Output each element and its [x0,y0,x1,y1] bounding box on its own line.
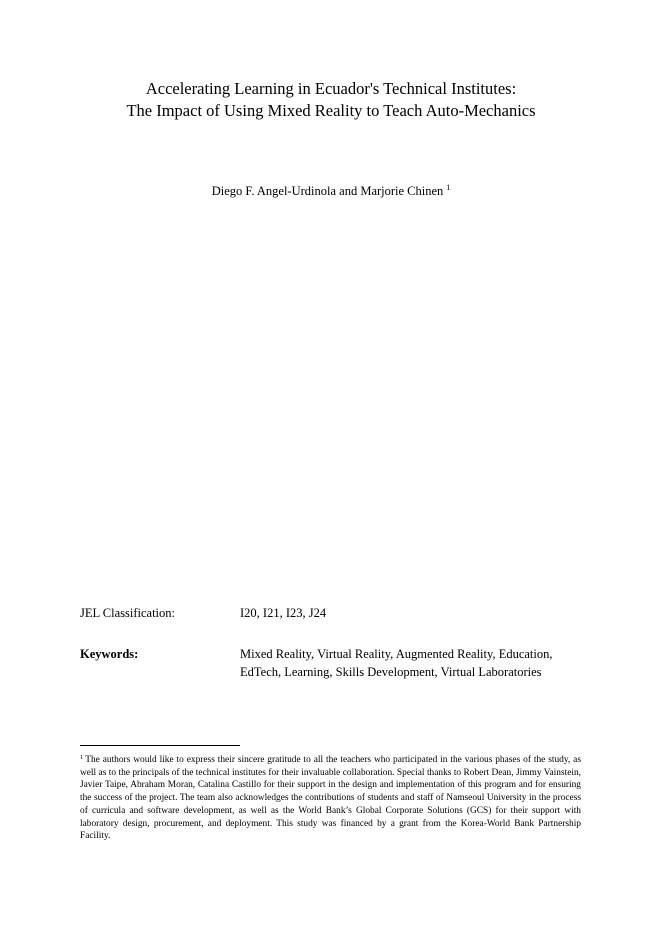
keywords-list [240,645,585,681]
footnote-separator [80,745,240,746]
title-line-2: The Impact of Using Mixed Reality to Teach Auto-Mechanics [126,101,536,120]
keywords-line-1: Mixed Reality, Virtual Reality, Augmented Reality, Education, [240,647,553,661]
author-names: Diego F. Angel-Urdinola and Marjorie Chinen [211,184,444,198]
keywords-line-2: EdTech, Learning, Skills Development, Virtual Laboratories [240,665,542,679]
title-line-1: Accelerating Learning in Ecuador's Technical Institutes: [145,79,517,98]
footnote [80,752,581,843]
footnote-text: The authors would like to express their sincere gratitude to all the teachers who participated in the various phases of the study, as well as to the principals of the technical institutes for their invaluable collaboration. Special thanks to Robert Dean, Jimmy Vainstein, Javier Taipe, Abraham Moran, Catalina Castillo for their support in the design and implementation of this program and for ensuring the success of the project. The team also acknowledges the contributions of students and staff of Namseoul University in the process of curricula and software development, as well as the World Bank’s Global Corporate Solutions (GCS) for their support with laboratory design, procurement, and deployment. This study was financed by a grant from the Korea-World Bank Partnership Facility. [80,755,581,842]
paper-title [0,78,662,122]
author-footnote-marker: 1 [446,183,451,192]
author-line [0,180,662,199]
jel-label: JEL Classification: [80,606,176,620]
keywords-label: Keywords: [80,647,139,661]
footnote-marker: 1 [80,754,84,761]
jel-codes: I20, I21, I23, J24 [240,606,327,620]
